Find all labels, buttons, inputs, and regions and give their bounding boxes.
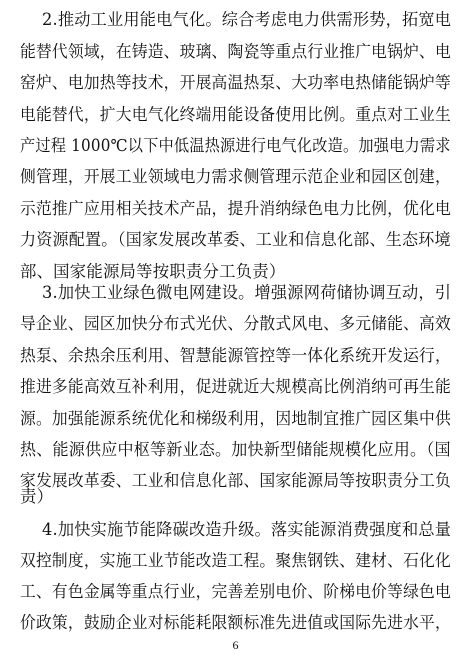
paragraph-1-line-1: 2.推动工业用能电气化。综合考虑电力供需形势，拓宽电 [42, 10, 452, 29]
paragraph-2-line-8: 责） [20, 487, 54, 506]
paragraph-3-line-2: 双控制度，实施工业节能改造工程。聚焦钢铁、建材、石化化 [20, 551, 451, 570]
paragraph-3-line-3: 工、有色金属等重点行业，完善差别电价、阶梯电价等绿色电 [20, 582, 451, 601]
paragraph-1-line-9: 部、国家能源局等按职责分工负责） [20, 262, 286, 281]
paragraph-1-line-5: 产过程 1000℃以下中低温热源进行电气化改造。加强电力需求 [20, 136, 451, 155]
paragraph-1-line-3: 窑炉、电加热等技术，开展高温热泵、大功率电热储能锅炉等 [20, 73, 451, 92]
paragraph-3-line-4: 价政策，鼓励企业对标能耗限额标准先进值或国际先进水平， [20, 613, 451, 632]
paragraph-2-line-7: 家发展改革委、工业和信息化部、国家能源局等按职责分工负 [20, 471, 451, 490]
paragraph-1-line-8: 力资源配置。（国家发展改革委、工业和信息化部、生态环境 [20, 230, 451, 249]
paragraph-2-line-6: 热、能源供应中枢等新业态。加快新型储能规模化应用。（国 [20, 440, 451, 459]
page-number: 6 [232, 638, 239, 652]
paragraph-1-line-2: 能替代领域，在铸造、玻璃、陶瓷等重点行业推广电锅炉、电 [20, 42, 451, 61]
paragraph-1-line-4: 电能替代，扩大电气化终端用能设备使用比例。重点对工业生 [20, 105, 451, 124]
paragraph-2-line-5: 源。加强能源系统优化和梯级利用，因地制宜推广园区集中供 [20, 409, 451, 428]
paragraph-2-line-1: 3.加快工业绿色微电网建设。增强源网荷储协调互动，引 [42, 283, 452, 302]
paragraph-3-line-1: 4.加快实施节能降碳改造升级。落实能源消费强度和总量 [42, 520, 452, 539]
paragraph-2-line-2: 导企业、园区加快分布式光伏、分散式风电、多元储能、高效 [20, 314, 451, 333]
paragraph-2-line-3: 热泵、余热余压利用、智慧能源管控等一体化系统开发运行， [20, 346, 451, 365]
paragraph-2-line-4: 推进多能高效互补利用，促进就近大规模高比例消纳可再生能 [20, 377, 451, 396]
paragraph-1-line-6: 侧管理，开展工业领域电力需求侧管理示范企业和园区创建， [20, 167, 451, 186]
paragraph-1-line-7: 示范推广应用相关技术产品，提升消纳绿色电力比例，优化电 [20, 199, 451, 218]
